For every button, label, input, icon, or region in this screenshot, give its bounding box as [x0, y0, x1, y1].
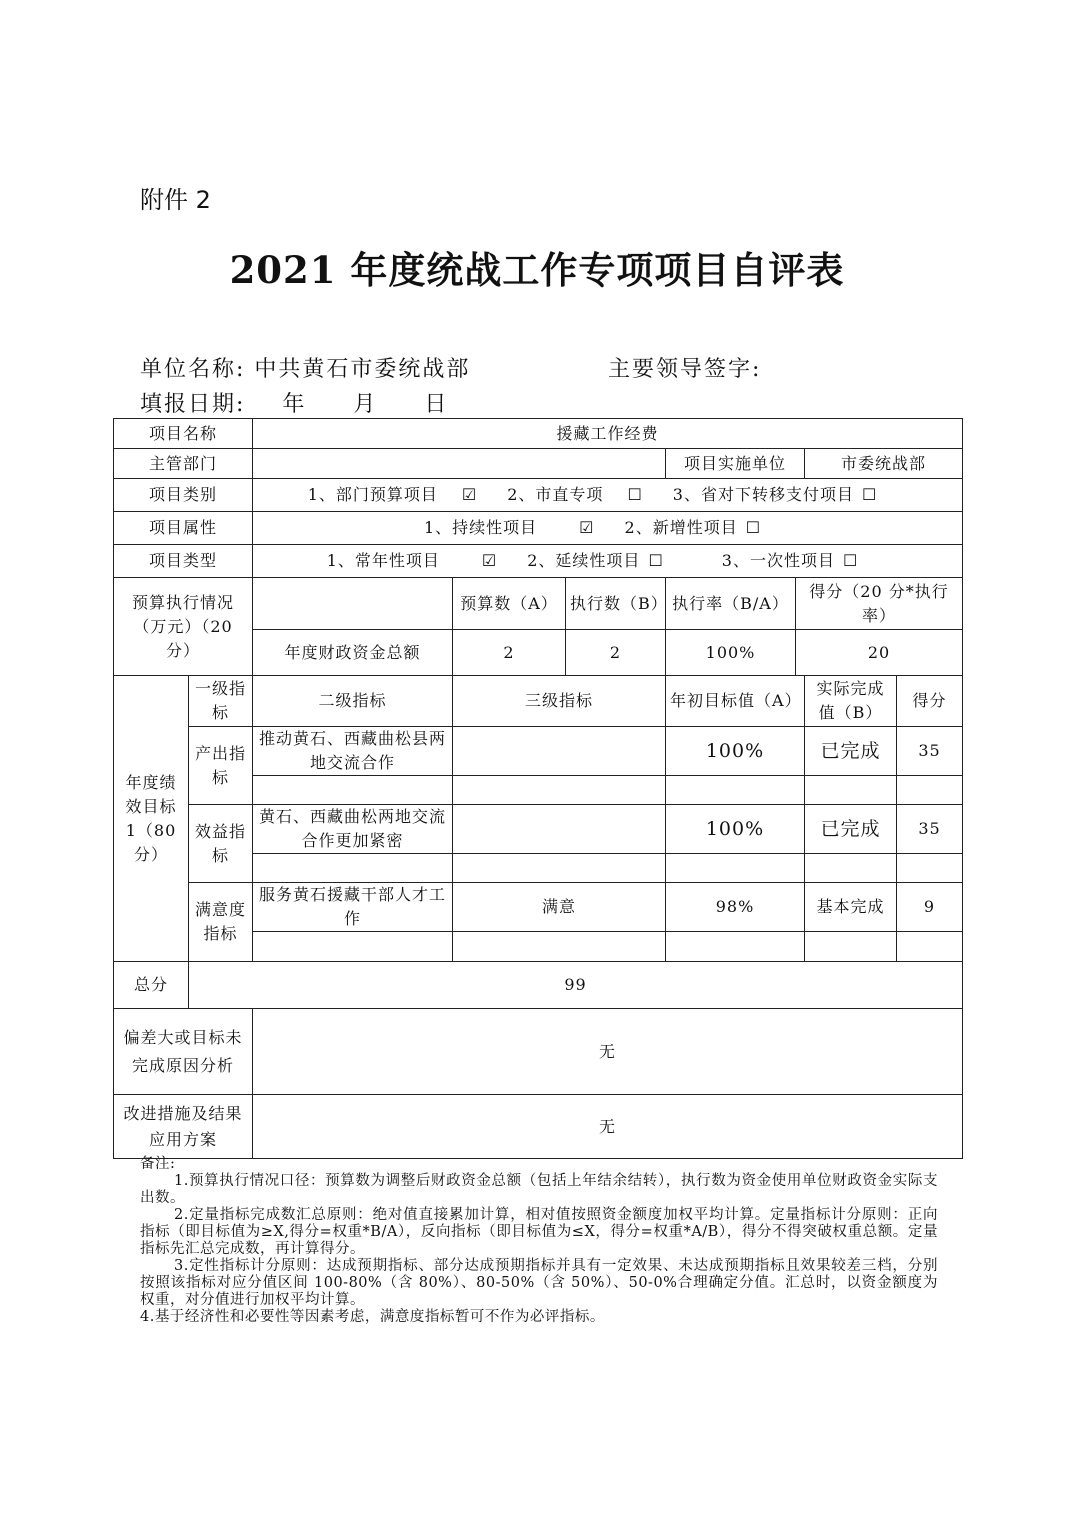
satisfaction-score: 9	[897, 883, 963, 932]
output-score: 35	[897, 727, 963, 776]
header-score: 得分	[897, 676, 963, 727]
note-4: 4.基于经济性和必要性等因素考虑，满意度指标暂可不作为必评指标。	[140, 1309, 605, 1325]
date-line	[140, 387, 448, 418]
empty-cell	[453, 776, 666, 805]
category-option-1: 1、部门预算项目	[307, 485, 438, 504]
category-option-2: 2、市直专项	[507, 485, 604, 504]
note-2: 2.定量指标完成数汇总原则：绝对值直接累加计算，相对值按照资金额度加权平均计算。定量指标计分原则：正向指标（即目标值为≥X,得分=权重*B/A），反向指标（即目标值为≤X，得分=权重*A/B），得分不得突破权重总额。定量指标先汇总完成数，再计算得分。	[140, 1207, 938, 1257]
deviation-value: 无	[253, 1009, 963, 1095]
total-row	[114, 962, 963, 1009]
empty-cell	[666, 776, 805, 805]
page-title: 2021 年度统战工作专项项目自评表	[229, 248, 845, 292]
unchecked-box-icon: ☐	[627, 485, 643, 504]
project-name-value: 援藏工作经费	[253, 419, 963, 449]
unchecked-box-icon: ☐	[842, 551, 859, 570]
dept-label: 主管部门	[114, 449, 253, 479]
total-label: 总分	[114, 962, 189, 1009]
improvement-row	[114, 1095, 963, 1159]
date-value: 年 月 日	[282, 392, 449, 417]
benefit-level3	[453, 805, 666, 854]
note-3: 3.定性指标计分原则：达成预期指标、部分达成预期指标并具有一定效果、未达成预期指标且效果较差三档，分别按照该指标对应分值区间 100-80%（含 80%）、80-50%（含 50%）、50-0%合理确定分值。汇总时，以资金额度为权重，对分值进行加权平均计算。	[140, 1258, 938, 1308]
benefit-label: 效益指标	[189, 805, 253, 883]
category-label: 项目类别	[114, 479, 253, 512]
rate-value: 100%	[666, 630, 796, 676]
benefit-score: 35	[897, 805, 963, 854]
benefit-level2: 黄石、西藏曲松两地交流合作更加紧密	[253, 805, 453, 854]
empty-cell	[253, 932, 453, 962]
satisfaction-actual: 基本完成	[805, 883, 897, 932]
type-option-2: 2、延续性项目	[527, 551, 641, 570]
unchecked-box-icon: ☐	[861, 485, 878, 504]
budget-value: 2	[453, 630, 566, 676]
attribute-label: 项目属性	[114, 512, 253, 545]
deviation-label: 偏差大或目标未完成原因分析	[114, 1009, 253, 1095]
budget-header-b: 执行数（B）	[566, 578, 666, 630]
checked-box-icon: ☑	[481, 551, 498, 570]
type-options	[253, 545, 963, 578]
benefit-target: 100%	[666, 805, 805, 854]
notes-title: 备注:	[140, 1156, 176, 1172]
type-option-1: 1、常年性项目	[326, 551, 440, 570]
unchecked-box-icon: ☐	[745, 518, 762, 537]
dept-value	[253, 449, 666, 479]
budget-header-rate: 执行率（B/A）	[666, 578, 796, 630]
benefit-actual: 已完成	[805, 805, 897, 854]
project-name-row	[114, 419, 963, 449]
checked-box-icon: ☑	[579, 518, 595, 537]
budget-row-label: 年度财政资金总额	[253, 630, 453, 676]
checked-box-icon: ☑	[461, 485, 478, 504]
budget-empty-cell	[253, 578, 453, 630]
satisfaction-row	[114, 883, 963, 932]
header-level3: 三级指标	[453, 676, 666, 727]
type-label: 项目类型	[114, 545, 253, 578]
signature-label: 主要领导签字:	[608, 357, 762, 382]
note-1: 1.预算执行情况口径：预算数为调整后财政资金总额（包括上年结余结转），执行数为资金使用单位财政资金实际支出数。	[140, 1173, 938, 1206]
attribute-options	[253, 512, 963, 545]
empty-cell	[666, 932, 805, 962]
empty-cell	[897, 932, 963, 962]
empty-cell	[453, 854, 666, 883]
unit-label: 单位名称:	[140, 357, 246, 382]
attribute-row	[114, 512, 963, 545]
performance-header-row	[114, 676, 963, 727]
dept-row	[114, 449, 963, 479]
impl-unit-label: 项目实施单位	[666, 449, 805, 479]
budget-header-score: 得分（20 分*执行率）	[796, 578, 963, 630]
satisfaction-target: 98%	[666, 883, 805, 932]
output-row	[114, 727, 963, 776]
notes-section	[140, 1156, 938, 1326]
attribute-option-1: 1、持续性项目	[423, 518, 538, 537]
empty-cell	[666, 854, 805, 883]
improvement-value: 无	[253, 1095, 963, 1159]
date-label: 填报日期:	[140, 392, 246, 417]
empty-cell	[805, 854, 897, 883]
project-name-label: 项目名称	[114, 419, 253, 449]
budget-label: 预算执行情况（万元）（20 分）	[114, 578, 253, 676]
improvement-label: 改进措施及结果应用方案	[114, 1095, 253, 1159]
header-actual: 实际完成值（B）	[805, 676, 897, 727]
deviation-row	[114, 1009, 963, 1095]
output-level2: 推动黄石、西藏曲松县两地交流合作	[253, 727, 453, 776]
exec-value: 2	[566, 630, 666, 676]
category-option-3: 3、省对下转移支付项目	[672, 485, 854, 504]
type-option-3: 3、一次性项目	[721, 551, 835, 570]
category-row	[114, 479, 963, 512]
output-label: 产出指标	[189, 727, 253, 805]
attachment-label: 附件 2	[140, 186, 211, 214]
output-target: 100%	[666, 727, 805, 776]
satisfaction-level3: 满意	[453, 883, 666, 932]
budget-header-row	[114, 578, 963, 630]
empty-cell	[897, 776, 963, 805]
empty-cell	[805, 776, 897, 805]
total-value: 99	[189, 962, 963, 1009]
header-level2: 二级指标	[253, 676, 453, 727]
unchecked-box-icon: ☐	[648, 551, 664, 570]
empty-cell	[453, 932, 666, 962]
type-row	[114, 545, 963, 578]
budget-header-a: 预算数（A）	[453, 578, 566, 630]
unit-value: 中共黄石市委统战部	[254, 357, 471, 382]
impl-unit-value: 市委统战部	[805, 449, 963, 479]
output-level3	[453, 727, 666, 776]
empty-cell	[253, 854, 453, 883]
empty-cell	[805, 932, 897, 962]
unit-line	[140, 352, 762, 383]
empty-cell	[897, 854, 963, 883]
budget-score-value: 20	[796, 630, 963, 676]
performance-label: 年度绩效目标 1（80 分）	[114, 676, 189, 962]
header-level1: 一级指标	[189, 676, 253, 727]
evaluation-table	[113, 418, 963, 1159]
empty-cell	[253, 776, 453, 805]
benefit-row	[114, 805, 963, 854]
header-target: 年初目标值（A）	[666, 676, 805, 727]
satisfaction-label: 满意度指标	[189, 883, 253, 962]
satisfaction-level2: 服务黄石援藏干部人才工作	[253, 883, 453, 932]
attribute-option-2: 2、新增性项目	[624, 518, 738, 537]
output-actual: 已完成	[805, 727, 897, 776]
category-options	[253, 479, 963, 512]
